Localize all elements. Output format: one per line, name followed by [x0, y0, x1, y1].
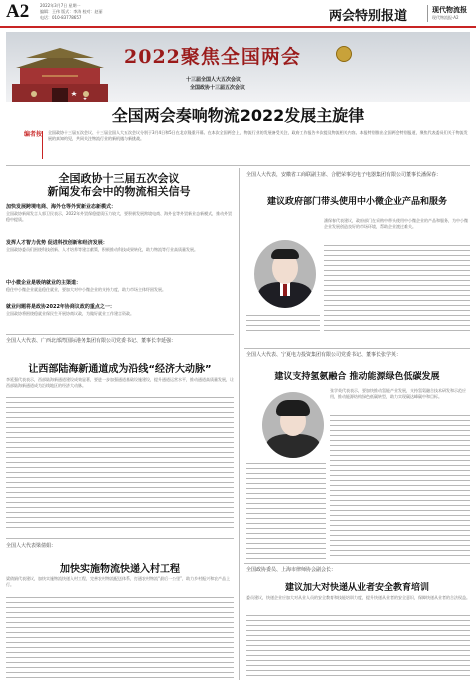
divider [244, 563, 470, 564]
article-body: 梁倩娟代表建议，加快实施物流快递入村工程，完善农村物流配送体系，打通农村物流“最后一公里”，助力乡村振兴和农产品上行。 [6, 576, 231, 587]
article-title [6, 172, 232, 198]
editor-note-tag: 编者按 [24, 131, 43, 159]
divider [244, 348, 470, 349]
section-body: 全国政协新闻发言人郭卫民表示，2022年外贸保稳提质压力较大，要积极发展跨境电商、海外仓等外贸新业态新模式，推动外贸稳中提质。 [6, 211, 233, 222]
section-body: 稳住中小微企业就是稳住就业，要加大对中小微企业的支持力度，助力市场主体纾困发展。 [6, 287, 166, 292]
article-title-line: 新闻发布会中的物流相关信号 [47, 185, 191, 198]
paper-name: 现代物流报 [432, 5, 467, 14]
divider [6, 538, 234, 539]
banner-subtitle: 全国政协十三届五次会议 [190, 85, 246, 91]
divider [6, 165, 470, 166]
article-title: 建议政府部门带头使用中小微企业产品和服务 [266, 197, 447, 207]
section-head: 就业问题将是政协2022年协商议政的重点之一： [6, 304, 115, 310]
article-body-filler [6, 396, 234, 532]
article-title: 建议支持氢氨融合 推动能源绿色低碳发展 [274, 372, 440, 382]
article-body: 李延强代表表示，西部陆海新通道建设成效显著，要进一步加强通道基础设施建设，提升通道运营水平，推动通道高质量发展，让西部陆海新通道成为沿线地区的经济大动脉。 [6, 377, 234, 388]
special-banner [6, 32, 470, 102]
section-title: 两会特别报道 [329, 9, 408, 24]
divider [6, 334, 234, 335]
header-meta-line: 编辑：王伟 版式：李涛 校对：赵丽 [40, 9, 103, 14]
editor-note-text: 全国政协十三届五次会议、十三届全国人大五次会议分别于3月4日和5日在北京隆重开幕。在本次全国两会上，物流行业的发展备受关注，政府工作报告多次提及物流相关内容。本报特别推出全国两会特别报道，聚焦代表委员们关于物流发展的真知灼见，共同关注物流行业的新机遇与新挑战。 [48, 130, 468, 141]
paper-subtitle: 现代物流报·A2 [432, 15, 459, 20]
article-body-filler [246, 462, 326, 560]
main-headline: 全国两会奏响物流2022发展主旋律 [111, 106, 365, 125]
article-body: 潘保春代表建议，政府部门在采购中带头使用中小微企业的产品和服务，为中小微企业发展创造良好的市场环境，帮助企业渡过难关。 [324, 218, 468, 229]
page-number: A2 [6, 1, 30, 22]
header-meta [40, 3, 180, 21]
banner-subtitle: 十三届全国人大五次会议 [186, 77, 242, 83]
section-body: 全国政协将围绕稳就业保民生开展协商议政，为做好就业工作建言资政。 [6, 311, 134, 316]
header-meta-line: 2022年3月7日 星期一 [40, 3, 81, 8]
section-head: 中小微企业是吸纳就业的主渠道： [6, 280, 82, 286]
portrait-photo [262, 392, 324, 458]
article-title-line: 全国政协十三届五次会议 [58, 172, 180, 185]
article-title: 加快实施物流快递入村工程 [60, 564, 180, 575]
article-title: 让西部陆海新通道成为沿线“经济大动脉” [28, 364, 212, 375]
article-kicker: 全国人大代表、宁夏电力投资集团有限公司党委书记、董事长张学英： [246, 352, 402, 358]
section-body: 全国政协委员们围绕科技创新、人才培养等建言献策，积极推动科技成果转化，助力物流等行业高质量发展。 [6, 247, 198, 252]
portrait-photo [254, 240, 316, 308]
article-kicker: 全国人大代表梁倩娟： [6, 543, 57, 549]
article-body-filler [324, 244, 470, 334]
article-body-filler [246, 314, 320, 334]
article-body: 张学英代表表示，要加快推动氢能产业发展，支持氢氨融合技术研发和示范应用，推动能源结构绿色低碳转型，助力实现碳达峰碳中和目标。 [330, 388, 466, 399]
article-body-filler [330, 414, 470, 560]
banner-title: 2022聚焦全国两会 [124, 46, 301, 68]
article-kicker: 全国人大代表、广西北部湾国际港务集团有限公司党委书记、董事长李延强： [6, 338, 177, 344]
article-kicker: 全国政协委员、上海市律师协会副会长： [246, 567, 337, 573]
national-emblem-icon [336, 46, 352, 62]
section-head: 加快发展跨境电商、海外仓等外贸新业态新模式： [6, 204, 117, 210]
article-title: 建议加大对快递从业者安全教育培训 [284, 583, 429, 593]
column-divider [239, 168, 240, 680]
masthead [427, 5, 472, 22]
article-body: 委员建议，快递企业应加大对从业人员的安全教育和技能培训力度，提升快递从业者的安全意识，保障快递从业者的合法权益。 [246, 595, 470, 600]
article-kicker: 全国人大代表，安徽省工商联副主席、合肥荣事达电子电器集团有限公司董事长潘保春： [246, 172, 442, 178]
section-head: 发挥人才智力优势 促进科技创新和经济发展： [6, 240, 108, 246]
article-body-filler [246, 614, 470, 678]
tiananmen-illustration [12, 46, 108, 102]
header-meta-line: 电话：010-83778657 [40, 15, 82, 20]
article-body-filler [6, 596, 234, 678]
page-header [0, 0, 476, 28]
